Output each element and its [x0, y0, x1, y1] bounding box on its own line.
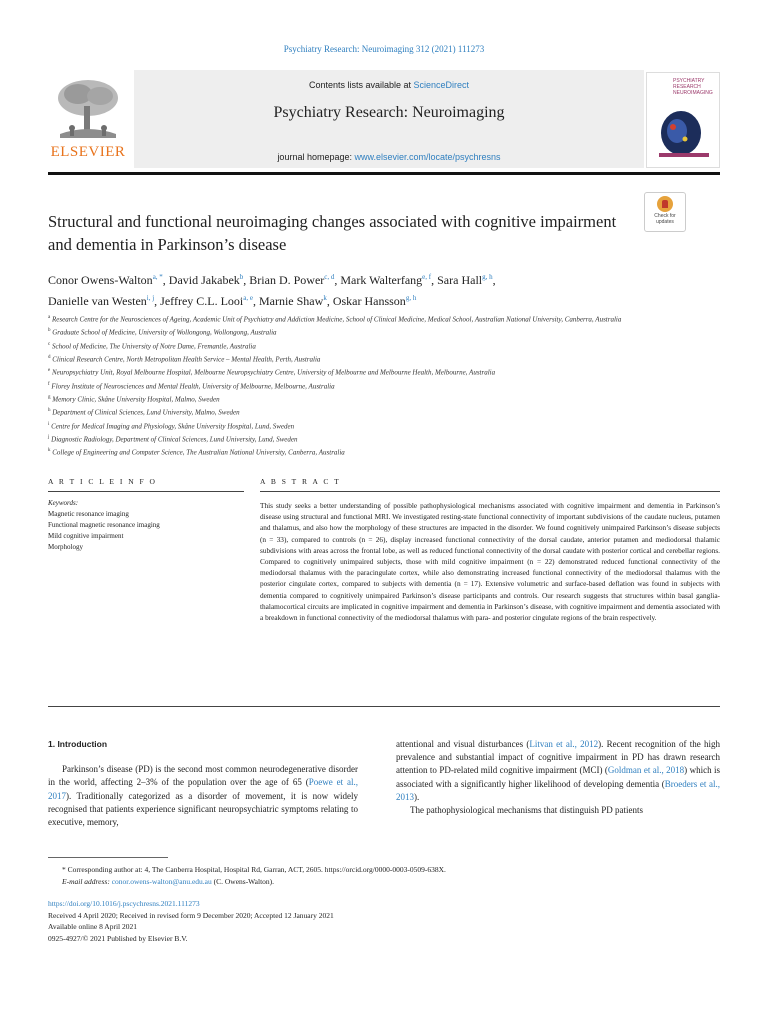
reference-link[interactable]: Broeders et al., 2013: [396, 778, 721, 802]
affiliation: [48, 312, 688, 325]
affiliation-marker: j: [48, 434, 50, 440]
homepage-link[interactable]: www.elsevier.com/locate/psychresns: [354, 152, 501, 162]
body-column-right: [396, 738, 720, 817]
received-dates: Received 4 April 2020; Received in revised form 9 December 2020; Accepted 12 January 2021: [48, 910, 334, 920]
body-text: Parkinson’s disease (PD) is the second most common neurodegenerative disorder in the world, affecting 2–3% of the population over the age of 65 (: [48, 764, 358, 788]
affiliation-marker: h: [48, 408, 51, 414]
keywords-block: [48, 498, 244, 553]
affiliation-text: School of Medicine, The University of Notre Dame, Fremantle, Australia: [51, 341, 256, 350]
author-separator: ,: [326, 294, 333, 308]
publication-info: [48, 898, 720, 944]
author-name[interactable]: Conor Owens-Walton: [48, 273, 153, 287]
body-paragraph: The pathophysiological mechanisms that distinguish PD patients: [410, 805, 643, 816]
copyright: 0925-4927/© 2021 Published by Elsevier B.V.: [48, 933, 188, 943]
author-name[interactable]: Mark Walterfang: [340, 273, 423, 287]
affiliation: [48, 365, 688, 378]
abstract-text: This study seeks a better understanding of possible pathophysiological mechanisms associated with cognitive impairment and dementia in Parkinson’s disease using structural and functional MRI. We investigated resting-state functional connectivity of important subdivisions of the caudate nucleus, putamen and thalamus, and also how the morphology of these structures are impacted in the disorder. We found cognitively unimpaired Parkinson’s disease subjects (n = 33), compared to controls (n = 26), display increased functional connectivity of the dorsal caudate, anterior putamen and mediodorsal thalamic subdivisions with areas across the frontal lobe, as well as reduced functional connectivity of the dorsal caudate with posterior cortical and cerebellar regions. Compared to cognitively unimpaired subjects, those with mild cognitive impairment (n = 22) demonstrated reduced functional connectivity of the mediodorsal thalamus with the paracingulate cortex, while also demonstrating increased functional connectivity of the mediodorsal thalamus with the posterior cingulate cortex, compared to subjects with dementia (n = 17). Extensive volumetric and surface-based deflation was found in subjects with dementia compared to cognitively unimpaired Parkinson’s disease participants and controls. Our research suggests that structures within basal ganglia-thalamocortical circuits are implicated in cognitive impairment and dementia in Parkinson’s disease, with cognitive impairment and dementia associated with a breakdown in functional connectivity of the mediodorsal thalamus with para- and posterior cingulate regions of the brain respectively.: [260, 501, 720, 623]
affiliation: [48, 352, 688, 365]
masthead: [48, 70, 720, 168]
affiliation-text: Clinical Research Centre, North Metropolitan Health Service – Mental Health, Perth, Australia: [52, 355, 321, 364]
author-name[interactable]: Jeffrey C.L. Looi: [160, 294, 244, 308]
contents-line: [134, 80, 644, 90]
author-separator: ,: [243, 273, 250, 287]
masthead-center: [134, 70, 644, 168]
keywords-label: Keywords:: [48, 499, 79, 507]
corresponding-author-note: * Corresponding author at: 4, The Canberra Hospital, Hospital Rd, Garran, ACT, 2605. https://orcid.org/0000-0003-0509-638X.: [62, 865, 446, 874]
affiliation-marker: e: [48, 368, 51, 374]
body-text: ). Traditionally categorized as a disorder of movement, it is now widely recognised that patients experience significant neuropsychiatric symptoms relating to executive, memory,: [48, 790, 358, 828]
affiliation-marker: f: [48, 381, 50, 387]
check-updates-icon: [657, 196, 673, 212]
abstract-bottom-rule: [48, 706, 720, 707]
reference-link[interactable]: Litvan et al., 2012: [529, 739, 599, 749]
reference-link[interactable]: Goldman et al., 2018: [607, 765, 685, 776]
author-name[interactable]: Oskar Hansson: [332, 294, 406, 308]
email-link[interactable]: conor.owens-walton@anu.edu.au: [111, 876, 212, 886]
affiliation: [48, 339, 688, 352]
body-text: ).: [414, 791, 420, 802]
abstract-rule: [260, 491, 720, 492]
article-info-heading: A R T I C L E I N F O: [48, 477, 157, 486]
elsevier-tree-icon: [50, 76, 126, 142]
sciencedirect-link[interactable]: ScienceDirect: [413, 80, 470, 90]
author-name[interactable]: Sara Hall: [437, 273, 483, 287]
author-name[interactable]: Marnie Shaw: [258, 294, 324, 308]
affiliation: [48, 432, 688, 445]
author-affiliation-ref[interactable]: a, e: [243, 294, 253, 302]
cover-brain-image: [655, 103, 713, 161]
affiliation-text: Florey Institute of Neurosciences and Mental Health, University of Melbourne, Melbourne, Australia: [51, 381, 335, 390]
publisher-name: ELSEVIER: [50, 144, 126, 160]
author-affiliation-ref[interactable]: i, j: [146, 294, 155, 302]
author-name[interactable]: Brian D. Power: [249, 273, 325, 287]
corresponding-text: Corresponding author at: 4, The Canberra Hospital, Hospital Rd, Garran, ACT, 2605. https://orcid.org/0000-0003-0509-638X.: [67, 865, 446, 874]
author-separator: ,: [162, 273, 169, 287]
affiliation: [48, 405, 688, 418]
affiliation-marker: k: [48, 448, 51, 454]
article-title: Structural and functional neuroimaging changes associated with cognitive impairment and dementia in Parkinson’s disease: [48, 212, 617, 254]
author-name[interactable]: Danielle van Westen: [48, 294, 147, 308]
author-affiliation-ref[interactable]: a, *: [152, 273, 163, 281]
abstract-heading: A B S T R A C T: [260, 477, 341, 486]
journal-citation[interactable]: Psychiatry Research: Neuroimaging 312 (2021) 111273: [283, 44, 485, 54]
check-updates-label: Check for updates: [654, 213, 676, 225]
affiliation: [48, 445, 688, 458]
affiliation-marker: i: [48, 421, 50, 427]
check-for-updates-button[interactable]: [644, 192, 686, 232]
doi-link[interactable]: https://doi.org/10.1016/j.pscychresns.2021.111273: [48, 899, 200, 908]
affiliation-text: Research Centre for the Neurosciences of Ageing, Academic Unit of Psychiatry and Addiction Medicine, School of Clinical Medicine, Medical School, Australian National University, Canberra, Australia: [51, 315, 622, 324]
author-affiliation-ref[interactable]: k: [323, 294, 327, 302]
affiliation-text: Department of Clinical Sciences, Lund University, Malmo, Sweden: [52, 408, 240, 417]
contents-prefix: Contents lists available at: [308, 80, 414, 90]
email-note: [48, 876, 720, 888]
reference-link[interactable]: Poewe et al., 2017: [48, 777, 359, 801]
keyword: Mild cognitive impairment: [48, 532, 124, 540]
introduction-heading: 1. Introduction: [48, 739, 108, 749]
author-affiliation-ref[interactable]: g, h: [405, 294, 417, 302]
affiliation-text: Neuropsychiatry Unit, Royal Melbourne Hospital, Melbourne Neuropsychiatry Centre, University of Melbourne and Melbourne Health, Melbourne, Australia: [51, 368, 496, 377]
author-separator: ,: [431, 273, 438, 287]
affiliation-marker: g: [48, 394, 51, 400]
body-text: ) which is associated with a significantly higher likelihood of developing dementia (: [396, 765, 720, 789]
footnotes: [48, 864, 720, 887]
affiliation-text: Centre for Medical Imaging and Physiology, Skåne University Hospital, Lund, Sweden: [51, 421, 295, 430]
body-text: attentional and visual disturbances (: [396, 739, 530, 749]
author-separator: ,: [154, 294, 161, 308]
affiliation: [48, 325, 688, 338]
email-suffix: (C. Owens-Walton).: [211, 876, 275, 886]
author-affiliation-ref[interactable]: c, d: [324, 273, 335, 281]
affiliation-text: Memory Clinic, Skåne University Hospital, Malmo, Sweden: [52, 395, 220, 404]
journal-title: Psychiatry Research: Neuroimaging: [273, 104, 505, 121]
author-separator: ,: [252, 294, 259, 308]
author-list: [48, 268, 720, 310]
affiliation-marker: a: [48, 315, 51, 320]
author-affiliation-ref[interactable]: e, f: [422, 273, 432, 281]
affiliation-marker: b: [48, 328, 51, 334]
affiliation-text: College of Engineering and Computer Science, The Australian National University, Canberra, Australia: [52, 448, 345, 457]
author-affiliation-ref[interactable]: g, h: [482, 273, 493, 281]
homepage-prefix: journal homepage:: [277, 152, 355, 162]
body-paragraph: [396, 738, 720, 804]
affiliation-text: Graduate School of Medicine, University of Wollongong, Wollongong, Australia: [52, 328, 277, 337]
article-info-rule: [48, 491, 244, 492]
body-column-left: [48, 738, 358, 829]
body-text: ). Recent recognition of the high prevalence and substantial impact of cognitive impairment in PD has drawn research attention to PD-related mild cognitive impairment (MCI) (: [396, 739, 721, 776]
affiliation-list: [48, 312, 688, 459]
affiliation: [48, 379, 688, 392]
author-affiliation-ref[interactable]: b: [239, 273, 244, 281]
elsevier-logo[interactable]: [48, 76, 128, 168]
keyword: Functional magnetic resonance imaging: [48, 521, 160, 529]
homepage-line: [134, 152, 644, 162]
author-name[interactable]: David Jakabek: [168, 273, 240, 287]
footnote-rule: [48, 857, 168, 858]
cover-title: PSYCHIATRY RESEARCH NEUROIMAGING: [673, 78, 713, 96]
affiliation-marker: d: [48, 354, 51, 360]
author-separator: ,: [492, 273, 496, 287]
masthead-rule: [48, 172, 720, 175]
available-online: Available online 8 April 2021: [48, 922, 138, 931]
author-separator: ,: [334, 273, 341, 287]
affiliation: [48, 419, 688, 432]
body-paragraph: [48, 763, 358, 829]
keyword: Morphology: [48, 543, 83, 551]
affiliation: [48, 392, 688, 405]
affiliation-marker: c: [48, 341, 51, 347]
affiliation-text: Diagnostic Radiology, Department of Clinical Sciences, Lund University, Lund, Sweden: [51, 435, 298, 444]
journal-cover-thumbnail[interactable]: [646, 72, 720, 168]
keyword: Magnetic resonance imaging: [48, 510, 129, 518]
email-label: E-mail address:: [62, 876, 112, 886]
